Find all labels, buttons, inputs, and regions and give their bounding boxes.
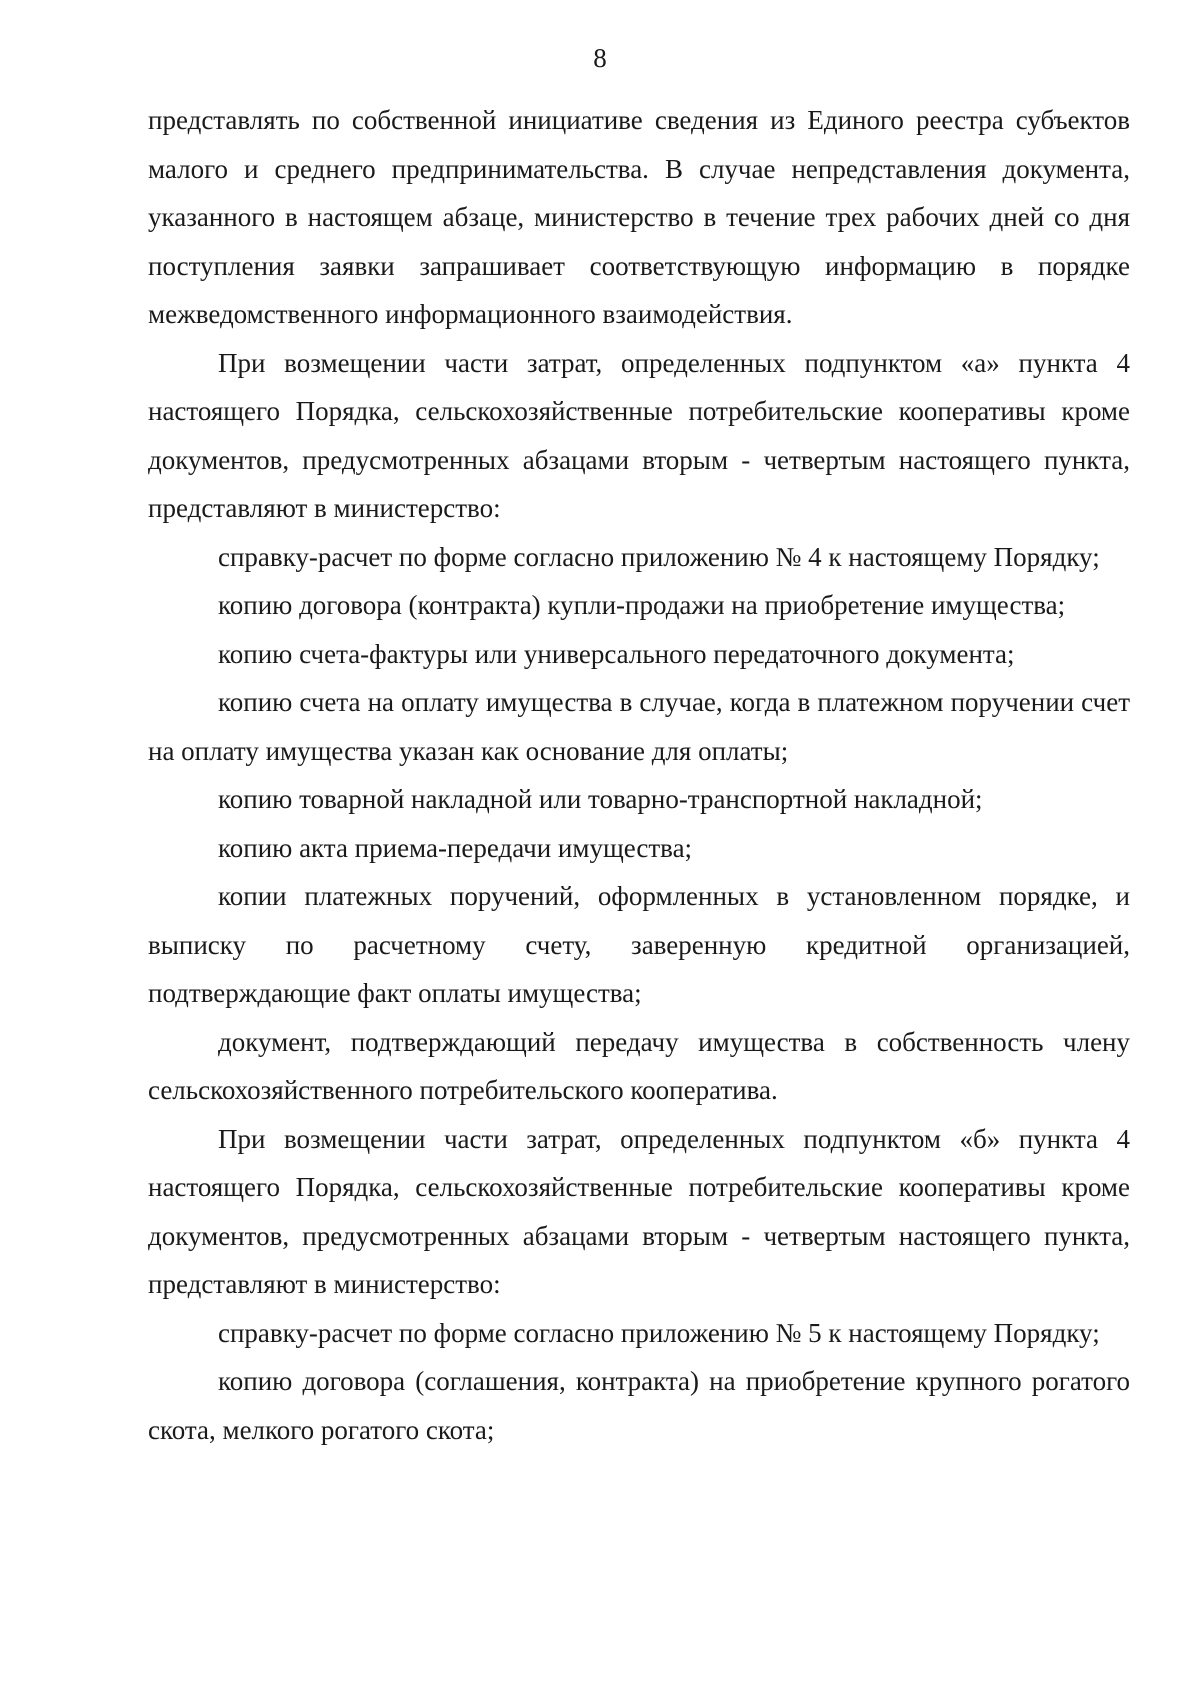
- paragraph-11: При возмещении части затрат, определенных подпунктом «б» пункта 4 настоящего Порядка, сельскохозяйственные потребительские кооперативы кроме документов, предусмотренных абзацами вторым - четвертым настоящего пункта, представляют в министерство:: [148, 1123, 1130, 1299]
- paragraph-7: копию товарной накладной или товарно-транспортной накладной;: [218, 784, 983, 814]
- paragraph-13: копию договора (соглашения, контракта) на приобретение крупного рогатого скота, мелкого рогатого скота;: [148, 1366, 1130, 1445]
- page-number: 8: [593, 43, 607, 73]
- paragraph-9: копии платежных поручений, оформленных в установленном порядке, и выписку по расчетному счету, заверенную кредитной организацией, подтверждающие факт оплаты имущества;: [148, 881, 1130, 1008]
- paragraph-8: копию акта приема-передачи имущества;: [218, 832, 693, 863]
- paragraph-1: представлять по собственной инициативе сведения из Единого реестра субъектов малого и среднего предпринимательства. В случае непредставления документа, указанного в настоящем абзаце, министерство в течение трех рабочих дней со дня поступления заявки запрашивает соответствующую информацию в порядке межведомственного информационного взаимодействия.: [148, 105, 1130, 329]
- paragraph-3: справку-расчет по форме согласно приложению № 4 к настоящему Порядку;: [218, 541, 1100, 572]
- document-body: [148, 96, 1130, 1454]
- paragraph-4: копию договора (контракта) купли-продажи на приобретение имущества;: [218, 590, 1066, 620]
- paragraph-6: копию счета на оплату имущества в случае, когда в платежном поручении счет на оплату имущества указан как основание для оплаты;: [148, 687, 1130, 766]
- paragraph-12: справку-расчет по форме согласно приложению № 5 к настоящему Порядку;: [218, 1317, 1100, 1348]
- paragraph-5: копию счета-фактуры или универсального передаточного документа;: [218, 638, 1015, 669]
- paragraph-10: документ, подтверждающий передачу имущества в собственность члену сельскохозяйственного потребительского кооператива.: [148, 1026, 1130, 1105]
- paragraph-2: При возмещении части затрат, определенных подпунктом «а» пункта 4 настоящего Порядка, сельскохозяйственные потребительские кооперативы кроме документов, предусмотренных абзацами вторым - четвертым настоящего пункта, представляют в министерство:: [148, 347, 1130, 523]
